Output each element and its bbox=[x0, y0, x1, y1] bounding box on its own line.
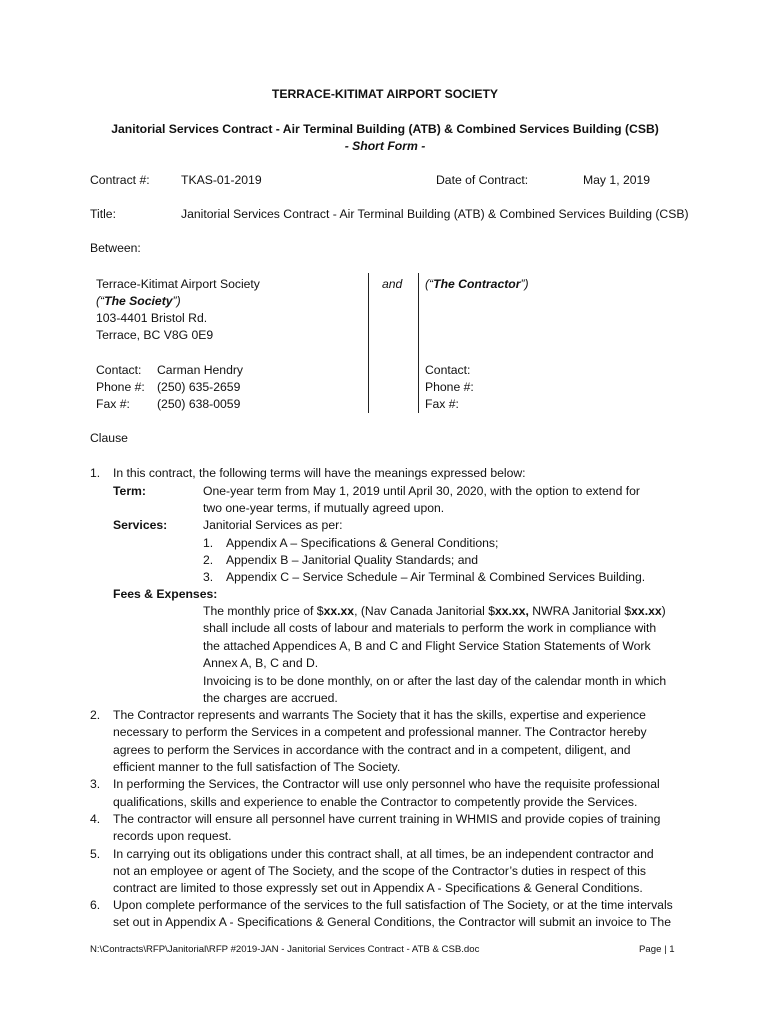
clause-3-number: 3. bbox=[90, 777, 101, 791]
between-label: Between: bbox=[90, 241, 141, 255]
title-label: Title: bbox=[90, 207, 116, 221]
clause-6-number: 6. bbox=[90, 898, 101, 912]
society-alias: (“The Society”) bbox=[96, 294, 181, 308]
clause-3-line: qualifications, skills and experience to enable the Contractor to competently provide the Services. bbox=[113, 795, 638, 809]
contract-date: May 1, 2019 bbox=[583, 173, 651, 187]
party-divider-right bbox=[418, 273, 419, 413]
fees-label: Fees & Expenses: bbox=[113, 587, 218, 601]
clause-6-line: Upon complete performance of the services to the full satisfaction of The Society, or at the time intervals bbox=[113, 898, 673, 912]
org-title: TERRACE-KITIMAT AIRPORT SOCIETY bbox=[271, 87, 499, 101]
clause-3-line: In performing the Services, the Contractor will use only personnel who have the requisite professional bbox=[113, 777, 660, 791]
fees-line-2: shall include all costs of labour and materials to perform the work in compliance with bbox=[203, 621, 657, 635]
contract-number-label: Contract #: bbox=[90, 173, 150, 187]
society-address-line2: Terrace, BC V8G 0E9 bbox=[96, 328, 214, 342]
services-item: Appendix B – Janitorial Quality Standards; and bbox=[226, 553, 479, 567]
society-fax: (250) 638-0059 bbox=[157, 397, 241, 411]
services-item: Appendix A – Specifications & General Conditions; bbox=[226, 536, 499, 550]
fees-line-1: The monthly price of $xx.xx, (Nav Canada Janitorial $xx.xx, NWRA Janitorial $xx.xx) bbox=[203, 604, 666, 618]
services-item-number: 1. bbox=[203, 536, 214, 550]
clause-2-line: The Contractor represents and warrants The Society that it has the skills, expertise and experience bbox=[113, 708, 646, 722]
clause-5-line: contract are limited to those expressly set out in Appendix A - Specifications & General Conditions. bbox=[113, 881, 643, 895]
term-line-2: two one-year terms, if mutually agreed upon. bbox=[203, 501, 445, 515]
society-contact-label: Contact: bbox=[96, 363, 142, 377]
fees-line-4: Annex A, B, C and D. bbox=[203, 656, 319, 670]
services-item: Appendix C – Service Schedule – Air Terminal & Combined Services Building. bbox=[226, 570, 646, 584]
contractor-alias: (“The Contractor”) bbox=[425, 277, 529, 291]
date-label: Date of Contract: bbox=[436, 173, 529, 187]
fees-line-6: the charges are accrued. bbox=[203, 691, 338, 705]
clause-2-number: 2. bbox=[90, 708, 101, 722]
term-label: Term: bbox=[113, 484, 146, 498]
clause-6-line: set out in Appendix A - Specifications & General Conditions, the Contractor will submit an invoice to The bbox=[113, 915, 671, 929]
clause-4-number: 4. bbox=[90, 812, 101, 826]
clause-5-line: In carrying out its obligations under this contract shall, at all times, be an independent contractor and bbox=[113, 847, 654, 861]
clause-5-line: not an employee or agent of The Society, and the scope of the Contractor’s duties in respect of this bbox=[113, 864, 646, 878]
society-name: Terrace-Kitimat Airport Society bbox=[96, 277, 260, 291]
clause-2-line: agrees to perform the Services in accordance with the contract and in a competent, diligent, and bbox=[113, 743, 631, 757]
clause-4-line: The contractor will ensure all personnel have current training in WHMIS and provide copies of training bbox=[113, 812, 661, 826]
society-phone-label: Phone #: bbox=[96, 380, 145, 394]
and-label: and bbox=[382, 277, 403, 291]
clause-1-intro: In this contract, the following terms will have the meanings expressed below: bbox=[113, 466, 526, 480]
services-item-number: 3. bbox=[203, 570, 214, 584]
contract-number: TKAS-01-2019 bbox=[181, 173, 262, 187]
services-intro: Janitorial Services as per: bbox=[203, 518, 343, 532]
clause-2-line: necessary to perform the Services in a competent and professional manner. The Contractor hereby bbox=[113, 725, 647, 739]
services-label: Services: bbox=[113, 518, 168, 532]
society-fax-label: Fax #: bbox=[96, 397, 130, 411]
footer-page-number: Page | 1 bbox=[639, 944, 675, 955]
society-address-line1: 103-4401 Bristol Rd. bbox=[96, 311, 208, 325]
fees-line-3: the attached Appendices A, B and C and Flight Service Station Statements of Work bbox=[203, 639, 651, 653]
contract-title-value: Janitorial Services Contract - Air Terminal Building (ATB) & Combined Services Building (CSB) bbox=[181, 207, 689, 221]
clause-5-number: 5. bbox=[90, 847, 101, 861]
contract-title: Janitorial Services Contract - Air Terminal Building (ATB) & Combined Services Building (CSB) bbox=[111, 122, 659, 136]
services-item-number: 2. bbox=[203, 553, 214, 567]
footer-file-path: N:\Contracts\RFP\Janitorial\RFP #2019-JAN - Janitorial Services Contract - ATB & CSB.doc bbox=[90, 944, 480, 955]
clause-label: Clause bbox=[90, 431, 128, 445]
clause-1-number: 1. bbox=[90, 466, 101, 480]
contractor-phone-label: Phone #: bbox=[425, 380, 474, 394]
society-contact: Carman Hendry bbox=[157, 363, 244, 377]
society-phone: (250) 635-2659 bbox=[157, 380, 241, 394]
term-line-1: One-year term from May 1, 2019 until April 30, 2020, with the option to extend for bbox=[203, 484, 640, 498]
fees-line-5: Invoicing is to be done monthly, on or after the last day of the calendar month in which bbox=[203, 674, 667, 688]
clause-2-line: efficient manner to the full satisfaction of The Society. bbox=[113, 760, 401, 774]
contractor-contact-label: Contact: bbox=[425, 363, 471, 377]
party-divider-left bbox=[368, 273, 369, 413]
clause-4-line: records upon request. bbox=[113, 829, 232, 843]
form-label: - Short Form - bbox=[344, 139, 426, 153]
contractor-fax-label: Fax #: bbox=[425, 397, 459, 411]
